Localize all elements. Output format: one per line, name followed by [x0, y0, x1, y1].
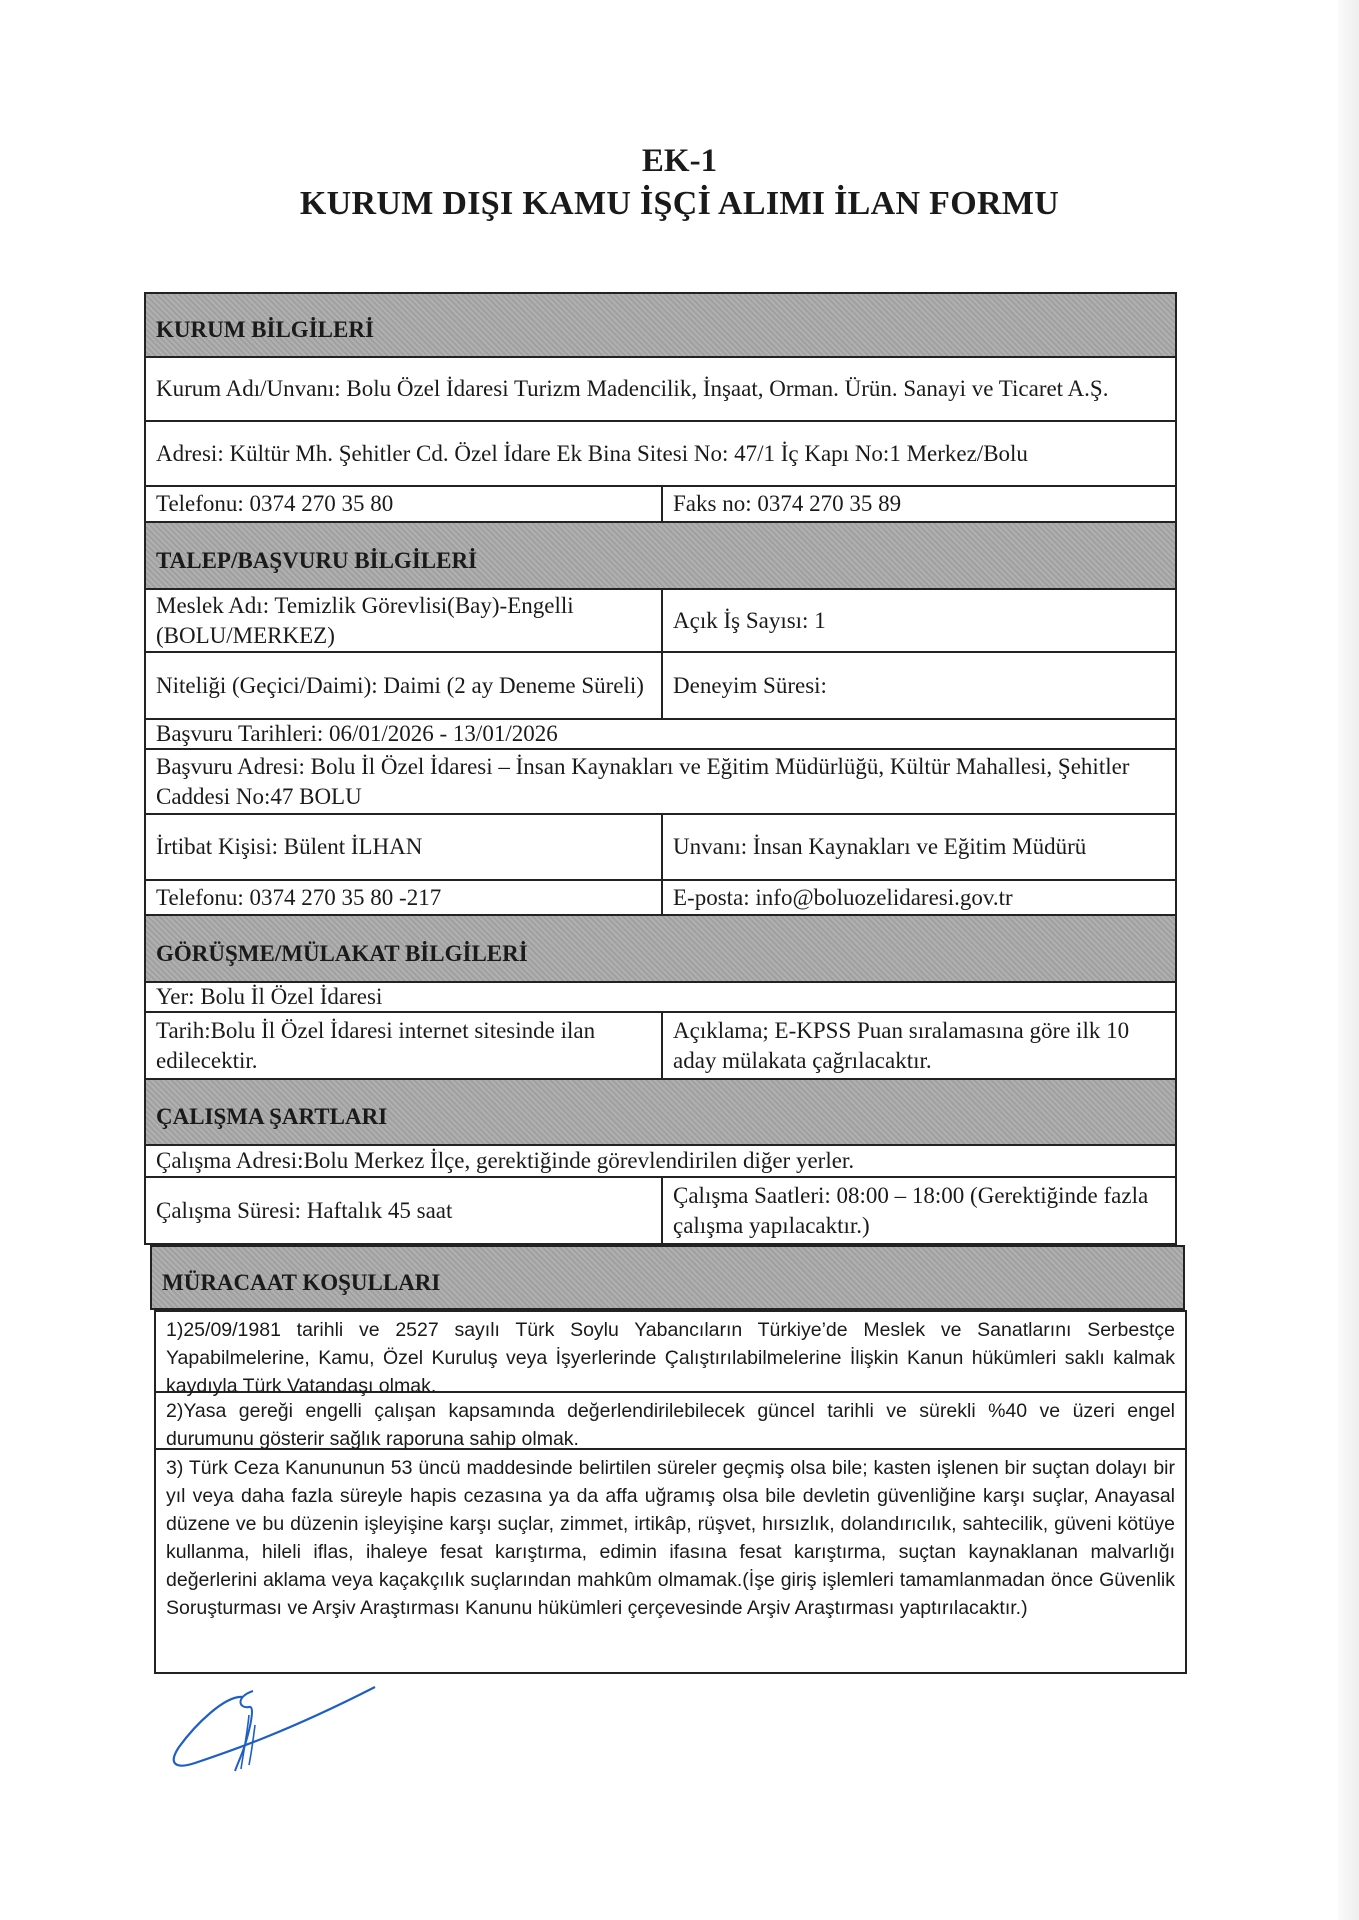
occupation: Meslek Adı: Temizlik Görevlisi(Bay)-Engelli (BOLU/MERKEZ) — [146, 590, 663, 651]
section-title: TALEP/BAŞVURU BİLGİLERİ — [156, 547, 478, 573]
kurum-phone: Telefonu: 0374 270 35 80 — [146, 487, 663, 521]
contact-phone: Telefonu: 0374 270 35 80 -217 — [146, 881, 663, 914]
work-address: Çalışma Adresi:Bolu Merkez İlçe, gerektiğinde görevlendirilen diğer yerler. — [156, 1148, 855, 1173]
scan-edge — [1338, 0, 1359, 1920]
contact-person: İrtibat Kişisi: Bülent İLHAN — [146, 815, 663, 879]
condition-item — [154, 1310, 1187, 1397]
work-hours: Çalışma Saatleri: 08:00 – 18:00 (Gerektiğinde fazla çalışma yapılacaktır.) — [673, 1182, 1149, 1238]
application-dates: Başvuru Tarihleri: 06/01/2026 - 13/01/2026 — [156, 721, 558, 746]
contact-email: E-posta: info@boluozelidaresi.gov.tr — [673, 884, 1013, 910]
condition-text: 1)25/09/1981 tarihli ve 2527 sayılı Türk Soylu Yabancıların Türkiye’de Meslek ve Sanatlarını Serbestçe Yapabilmelerine, Kamu, Özel Kuruluş veya İşyerlerinde Çalıştırılabilmelerine İlişkin Kanun hükümleri saklı kalmak kaydıyla Türk Vatandaşı olmak. — [166, 1319, 1175, 1397]
condition-item — [154, 1393, 1187, 1450]
row-kurum-name — [144, 358, 1177, 422]
row-contact — [144, 815, 1177, 881]
row-kurum-contact — [144, 487, 1177, 523]
section-header-kurum — [144, 292, 1177, 358]
row-dates — [144, 720, 1177, 750]
kurum-name: Kurum Adı/Unvanı: Bolu Özel İdaresi Turizm Madencilik, İnşaat, Orman. Ürün. Sanayi ve Ticaret A.Ş. — [156, 376, 1109, 401]
section-title: MÜRACAAT KOŞULLARI — [162, 1269, 441, 1295]
row-contact-info — [144, 881, 1177, 916]
section-header-talep — [144, 523, 1177, 590]
experience: Deneyim Süresi: — [673, 672, 827, 698]
row-nature — [144, 653, 1177, 720]
interview-date: Tarih:Bolu İl Özel İdaresi internet sitesinde ilan edilecektir. — [146, 1013, 663, 1078]
condition-text: 3) Türk Ceza Kanununun 53 üncü maddesinde belirtilen süreler geçmiş olsa bile; kasten işlenen bir suçtan dolayı bir yıl veya daha fazla süreyle hapis cezasına ya da affa uğramış olsa bile devletin güvenliğine karşı suçlar, Anayasal düzene ve bu düzenin işleyişine karşı suçlar, zimmet, irtikâp, rüşvet, hırsızlık, dolandırıcılık, sahtecilik, güveni kötüye kullanma, hileli iflas, ihaleye fesat karıştırma, edimin ifasına fesat karıştırma, suçtan kaynaklanan malvarlığı değerlerini aklama veya kaçakçılık suçlarından mahkûm olmamak.(İşe giriş işlemleri tamamlanmadan önce Güvenlik Soruşturması ve Arşiv Araştırması Kanunu hükümleri çerçevesinde Arşiv Araştırması yaptırılacaktır.) — [166, 1457, 1175, 1619]
kurum-address: Adresi: Kültür Mh. Şehitler Cd. Özel İdare Ek Bina Sitesi No: 47/1 İç Kapı No:1 Merkez/Bolu — [156, 440, 1028, 466]
row-kurum-address — [144, 422, 1177, 487]
row-interview-date — [144, 1013, 1177, 1080]
interview-place: Yer: Bolu İl Özel İdaresi — [156, 984, 383, 1009]
condition-item — [154, 1450, 1187, 1674]
section-header-calisma — [144, 1080, 1177, 1146]
openings: Açık İş Sayısı: 1 — [673, 607, 826, 633]
signature — [165, 1685, 395, 1775]
row-work-time — [144, 1178, 1177, 1245]
section-title: ÇALIŞMA ŞARTLARI — [156, 1104, 388, 1129]
section-header-muracaat — [150, 1245, 1185, 1310]
application-address: Başvuru Adresi: Bolu İl Özel İdaresi – İnsan Kaynakları ve Eğitim Müdürlüğü, Kültür Mahallesi, Şehitler Caddesi No:47 BOLU — [156, 753, 1130, 809]
section-header-gorusme — [144, 916, 1177, 983]
work-duration: Çalışma Süresi: Haftalık 45 saat — [146, 1178, 663, 1243]
row-work-address — [144, 1146, 1177, 1178]
kurum-fax: Faks no: 0374 270 35 89 — [673, 491, 902, 516]
form-title: KURUM DIŞI KAMU İŞÇİ ALIMI İLAN FORMU — [299, 185, 1060, 222]
nature: Niteliği (Geçici/Daimi): Daimi (2 ay Deneme Süreli) — [146, 653, 663, 718]
contact-title: Unvanı: İnsan Kaynakları ve Eğitim Müdürü — [673, 834, 1087, 859]
interview-note: Açıklama; E-KPSS Puan sıralamasına göre ilk 10 aday mülakata çağrılacaktır. — [673, 1017, 1130, 1073]
row-application-address — [144, 750, 1177, 815]
section-title: GÖRÜŞME/MÜLAKAT BİLGİLERİ — [156, 940, 528, 966]
annex-label: EK-1 — [641, 143, 718, 179]
condition-text: 2)Yasa gereği engelli çalışan kapsamında değerlendirilebilecek güncel tarihli ve sürekli %40 ve üzeri engel durumunu gösterir sağlık raporuna sahip olmak. — [166, 1400, 1175, 1450]
section-title: KURUM BİLGİLERİ — [156, 317, 374, 342]
row-interview-place — [144, 983, 1177, 1013]
row-occupation — [144, 590, 1177, 653]
